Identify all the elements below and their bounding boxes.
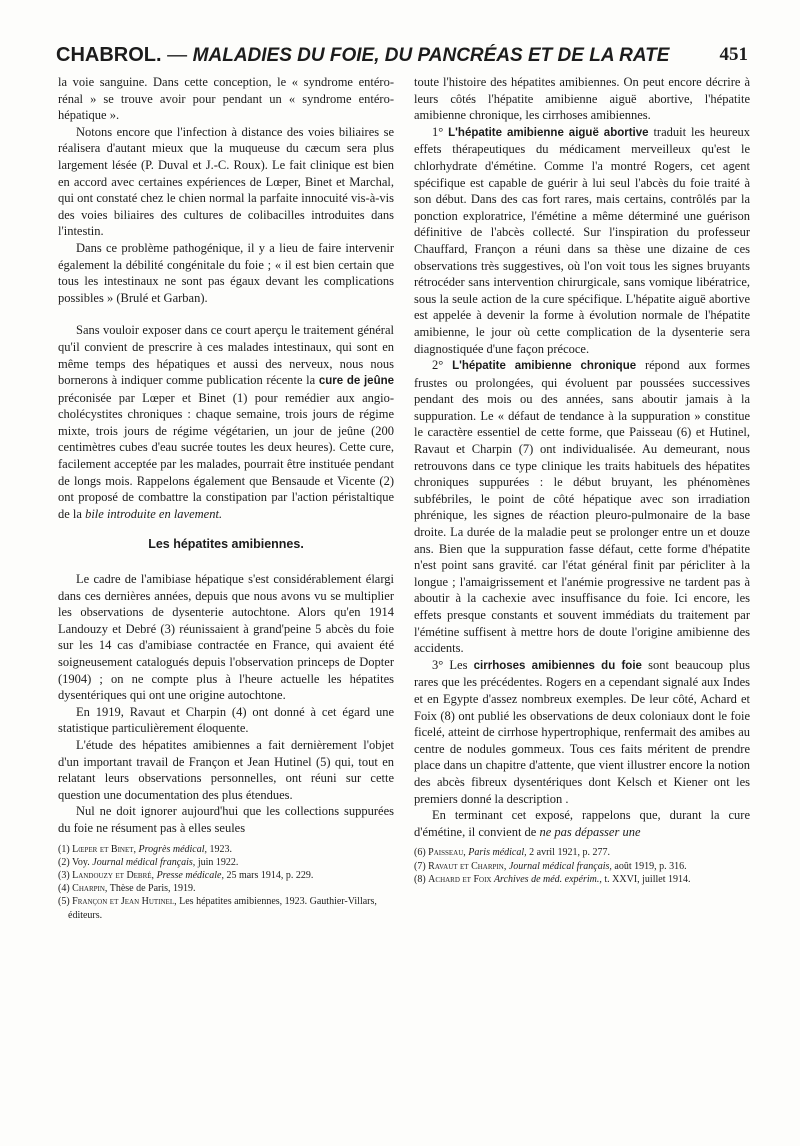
header-title: MALADIES DU FOIE, DU PANCRÉAS ET DE LA RATE: [192, 45, 670, 66]
paragraph: Le cadre de l'amibiase hépatique s'est considérablement élargi dans ces dernières années, depuis que nous avons vu se multiplier les observations de dysenterie autochtone. Alors qu'en 1914 Landouzy et Debré (3) réunissaient à grand'peine 5 abcès du foie sur les 14 cas d'amibiase contractée en France, qui avaient été soigneusement catalogués depuis l'observation princeps de Dopter (1904) ; on ne compte plus à l'heure actuelle les hépatites dysentériques qui ont une origine autochtone.: [58, 572, 394, 703]
footnote: (6) Paisseau, Paris médical, 2 avril 1921, p. 277.: [414, 847, 610, 859]
left-column: [58, 74, 394, 922]
paragraph: toute l'histoire des hépatites amibiennes. On peut encore décrire à leurs côtés l'hépatite amibienne aiguë abortive, l'hépatite amibienne chronique, les cirrhoses amibiennes.: [414, 75, 750, 123]
page-number: 451: [719, 44, 748, 65]
footnote: (8) Achard et Foix Archives de méd. expérim., t. XXVI, juillet 1914.: [414, 873, 691, 885]
footnotes: [414, 846, 750, 886]
paragraph: En 1919, Ravaut et Charpin (4) ont donné à cet égard une statistique particulièrement éloquente.: [58, 704, 394, 736]
header-author: CHABROL.: [56, 44, 162, 66]
footnote: (5) Françon et Jean Hutinel, Les hépatites amibiennes, 1923. Gauthier-Villars, éditeurs.: [58, 896, 377, 921]
right-column: [414, 74, 750, 886]
italic-term: ne pas dépasser une: [539, 824, 641, 839]
italic-term: bile introduite en lavement.: [85, 506, 223, 521]
footnote: (3) Landouzy et Debré, Presse médicale, 25 mars 1914, p. 229.: [58, 869, 314, 881]
footnote: (7) Ravaut et Charpin, Journal médical français, août 1919, p. 316.: [414, 860, 687, 872]
paragraph: 2° L'hépatite amibienne chronique répond aux formes frustes ou prolongées, qui évoluent par poussées successives pendant des mois ou des années, sans aboutir jamais à la suppuration. Le « défaut de tendance à la suppuration » constitue le caractère essentiel de cette forme, que Paisseau (6) et Hutinel, Ravaut et Charpin (7) ont individualisée. Au demeurant, nous retrouvons dans ce type clinique les traits habituels des hépatites chroniques suppurées : le début bruyant, les phénomènes subfébriles, le point de côté hépatique avec son irradiation phrénique, les signes de réaction pleuro-pulmonaire de la base droite. La durée de la maladie peut se prolonger entre un et douze ans. Bien que la suppuration fasse défaut, cette forme d'hépatite n'est point sans gravité. car l'état général finit par péricliter à la longue ; l'amaigrissement et l'anémie progressive ne tardent pas à aboutir à la cachexie avec insuffisance du foie. Ici encore, les effets presque constants et souvent immédiats du traitement par l'émétine suffisent à mettre hors de doute l'origine amibienne des accidents.: [414, 358, 751, 656]
paragraph: 1° L'hépatite amibienne aiguë abortive traduit les heureux effets thérapeutiques du médicament merveilleux qu'est le chlorhydrate d'émétine. Comme l'a montré Rogers, cet agent spécifique est capable de guérir à lui seul l'abcès du foie traité à son début. Dans des cas fort rares, mais certains, contrôlés par la ponction exploratrice, l'émétine a même déterminé une guérison définitive de l'abcès collecté. Sur l'inspiration du professeur Chauffard, Françon a réuni dans sa thèse une dizaine de ces observations très suggestives, où l'on voit tous les signes bruyants rétrocéder sans intervention chirurgicale, sans vomique libératrice, sous la seule action de la cure spécifique. L'hépatite aiguë abortive est appelée à devenir la forme à évolution normale de l'hépatite amibienne, le jour où cette complication de la dysenterie sera diagnostiquée d'une façon précoce.: [414, 124, 751, 356]
bold-term: L'hépatite amibienne chronique: [452, 360, 637, 373]
footnote: (4) Charpin, Thèse de Paris, 1919.: [58, 883, 196, 895]
paragraph: Nul ne doit ignorer aujourd'hui que les collections suppurées du foie ne résument pas à elles seules: [58, 804, 394, 835]
paragraph: Dans ce problème pathogénique, il y a lieu de faire intervenir également la débilité congénitale du foie ; « il est bien certain que tous les intestinaux ne sont pas égaux devant les complications possibles » (Brulé et Garban).: [58, 240, 394, 305]
bold-term: cure de jeûne: [318, 375, 395, 388]
paragraph: L'étude des hépatites amibiennes a fait dernièrement l'objet d'un important travail de Françon et Jean Hutinel (5) qui, tout en relatant leurs observations personnelles, ont réuni sur cette question une documentation des plus étendues.: [58, 737, 394, 802]
header-dash: —: [167, 44, 188, 66]
paragraph: la voie sanguine. Dans cette conception, le « syndrome entéro-rénal » se trouve avoir pour pendant un « syndrome entéro-hépatique ».: [58, 75, 394, 123]
paragraph: En terminant cet exposé, rappelons que, durant la cure d'émétine, il convient de ne pas dépasser une: [414, 808, 750, 839]
footnote: (1) Lœper et Binet, Progrès médical, 1923.: [58, 843, 233, 855]
footnote: (2) Voy. Journal médical français, juin 1922.: [58, 856, 239, 868]
bold-term: L'hépatite amibienne aiguë abortive: [448, 126, 649, 139]
footnotes: [58, 843, 394, 922]
paragraph: Notons encore que l'infection à distance des voies biliaires se réalisera d'autant mieux que la muqueuse du cæcum sera plus largement lésée (P. Duval et J.-C. Roux). Le fait clinique est bien en accord avec certaines expériences de Lœper, Binet et Marchal, qui ont constaté chez le chien normal la parfaite innocuité vis-à-vis des voies biliaires des cultures de colibacilles introduites dans l'intestin.: [58, 124, 394, 239]
paragraph: 3° Les cirrhoses amibiennes du foie sont beaucoup plus rares que les précédentes. Rogers en a cependant signalé aux Indes et en Egypte d'assez nombreux exemples. De leur côté, Achard et Foix (8) ont publié les observations de deux coloniaux dont le foie ficelé, atteint de cirrhose hypertrophique, renfermait des amibes au centre de nodules gommeux. Tous ces faits méritent de prendre place dans un chapitre d'attente, que vient illustrer encore la notion des abcès fibreux dysentériques dont Kelsch et Kiener ont les premiers donné la description .: [414, 657, 750, 806]
section-heading: Les hépatites amibiennes.: [148, 537, 304, 552]
paragraph: Sans vouloir exposer dans ce court aperçu le traitement général qu'il convient de prescrire à ces malades intestinaux, qui sont en même temps des hépatiques et aussi des nerveux, nous nous bornerons à indiquer comme publication récente la cure de jeûne préconisée par Lœper et Binet (1) pour remédier aux angio-cholécystites chroniques : chaque semaine, trois jours de régime mixte, trois jours de régime végétarien, un jour de jeûne (200 centimètres cubes d'eau sucrée toutes les deux heures). Cette cure, facilement acceptée par les malades, pourrait être instituée pendant de longs mois. Rappelons également que Bensaude et Vicente (2) ont proposé de combattre la constipation par l'action péristaltique de la bile introduite en lavement.: [58, 323, 395, 521]
running-header: [56, 44, 748, 74]
bold-term: cirrhoses amibiennes du foie: [473, 659, 642, 672]
